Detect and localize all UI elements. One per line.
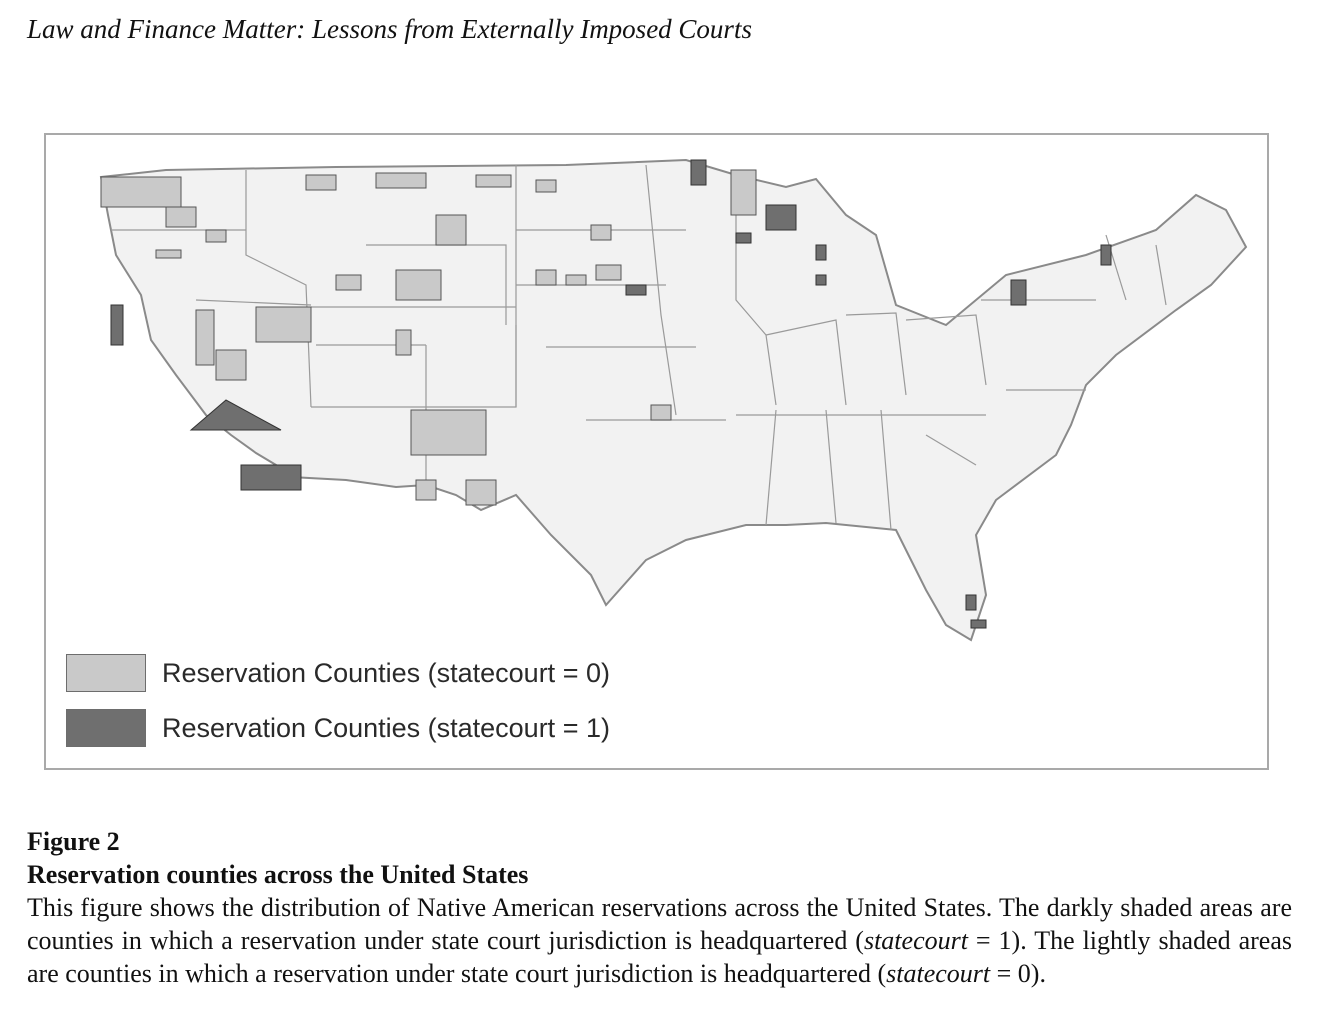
light-county — [396, 270, 441, 300]
legend-label: Reservation Counties (statecourt = 1) — [162, 712, 610, 743]
running-head: Law and Finance Matter: Lessons from Externally Imposed Courts — [27, 14, 752, 44]
light-county — [156, 250, 181, 258]
light-county — [591, 225, 611, 240]
light-county — [596, 265, 621, 280]
light-county — [376, 173, 426, 188]
dark-county — [241, 465, 301, 490]
light-county — [166, 207, 196, 227]
light-county — [416, 480, 436, 500]
light-county — [466, 480, 496, 505]
dark-county — [816, 245, 826, 260]
light-county — [731, 170, 756, 215]
light-county — [206, 230, 226, 242]
light-county — [216, 350, 246, 380]
dark-county — [691, 160, 706, 185]
figure-number: Figure 2 — [27, 827, 120, 856]
light-county — [476, 175, 511, 187]
legend-item-statecourt-0 — [66, 653, 610, 693]
light-county — [436, 215, 466, 245]
light-county — [101, 177, 181, 207]
light-county — [256, 307, 311, 342]
figure-description: This figure shows the distribution of Native American reservations across the United States. The darkly shaded areas are counties in which a reservation under state court jurisdiction is headquartered (statecourt = 1). The lightly shaded areas are counties in which a reservation under state court jurisdiction is headquartered (statecourt = 0). — [27, 893, 1292, 988]
dark-county — [971, 620, 986, 628]
dark-county — [966, 595, 976, 610]
light-county — [536, 180, 556, 192]
figure-caption — [27, 825, 1292, 990]
legend-label: Reservation Counties (statecourt = 0) — [162, 657, 610, 688]
dark-county — [816, 275, 826, 285]
light-county — [196, 310, 214, 365]
light-county — [396, 330, 411, 355]
dark-county — [1101, 245, 1111, 265]
dark-county — [766, 205, 796, 230]
light-county — [566, 275, 586, 285]
light-county — [411, 410, 486, 455]
legend-swatch-dark — [66, 709, 146, 747]
dark-county — [1011, 280, 1026, 305]
dark-county — [626, 285, 646, 295]
dark-county — [111, 305, 123, 345]
legend — [66, 653, 610, 763]
figure-frame — [44, 133, 1269, 770]
light-county — [536, 270, 556, 285]
legend-swatch-light — [66, 654, 146, 692]
light-county — [306, 175, 336, 190]
legend-item-statecourt-1 — [66, 708, 610, 748]
dark-county — [736, 233, 751, 243]
light-county — [336, 275, 361, 290]
light-county — [651, 405, 671, 420]
figure-title: Reservation counties across the United States — [27, 860, 529, 889]
